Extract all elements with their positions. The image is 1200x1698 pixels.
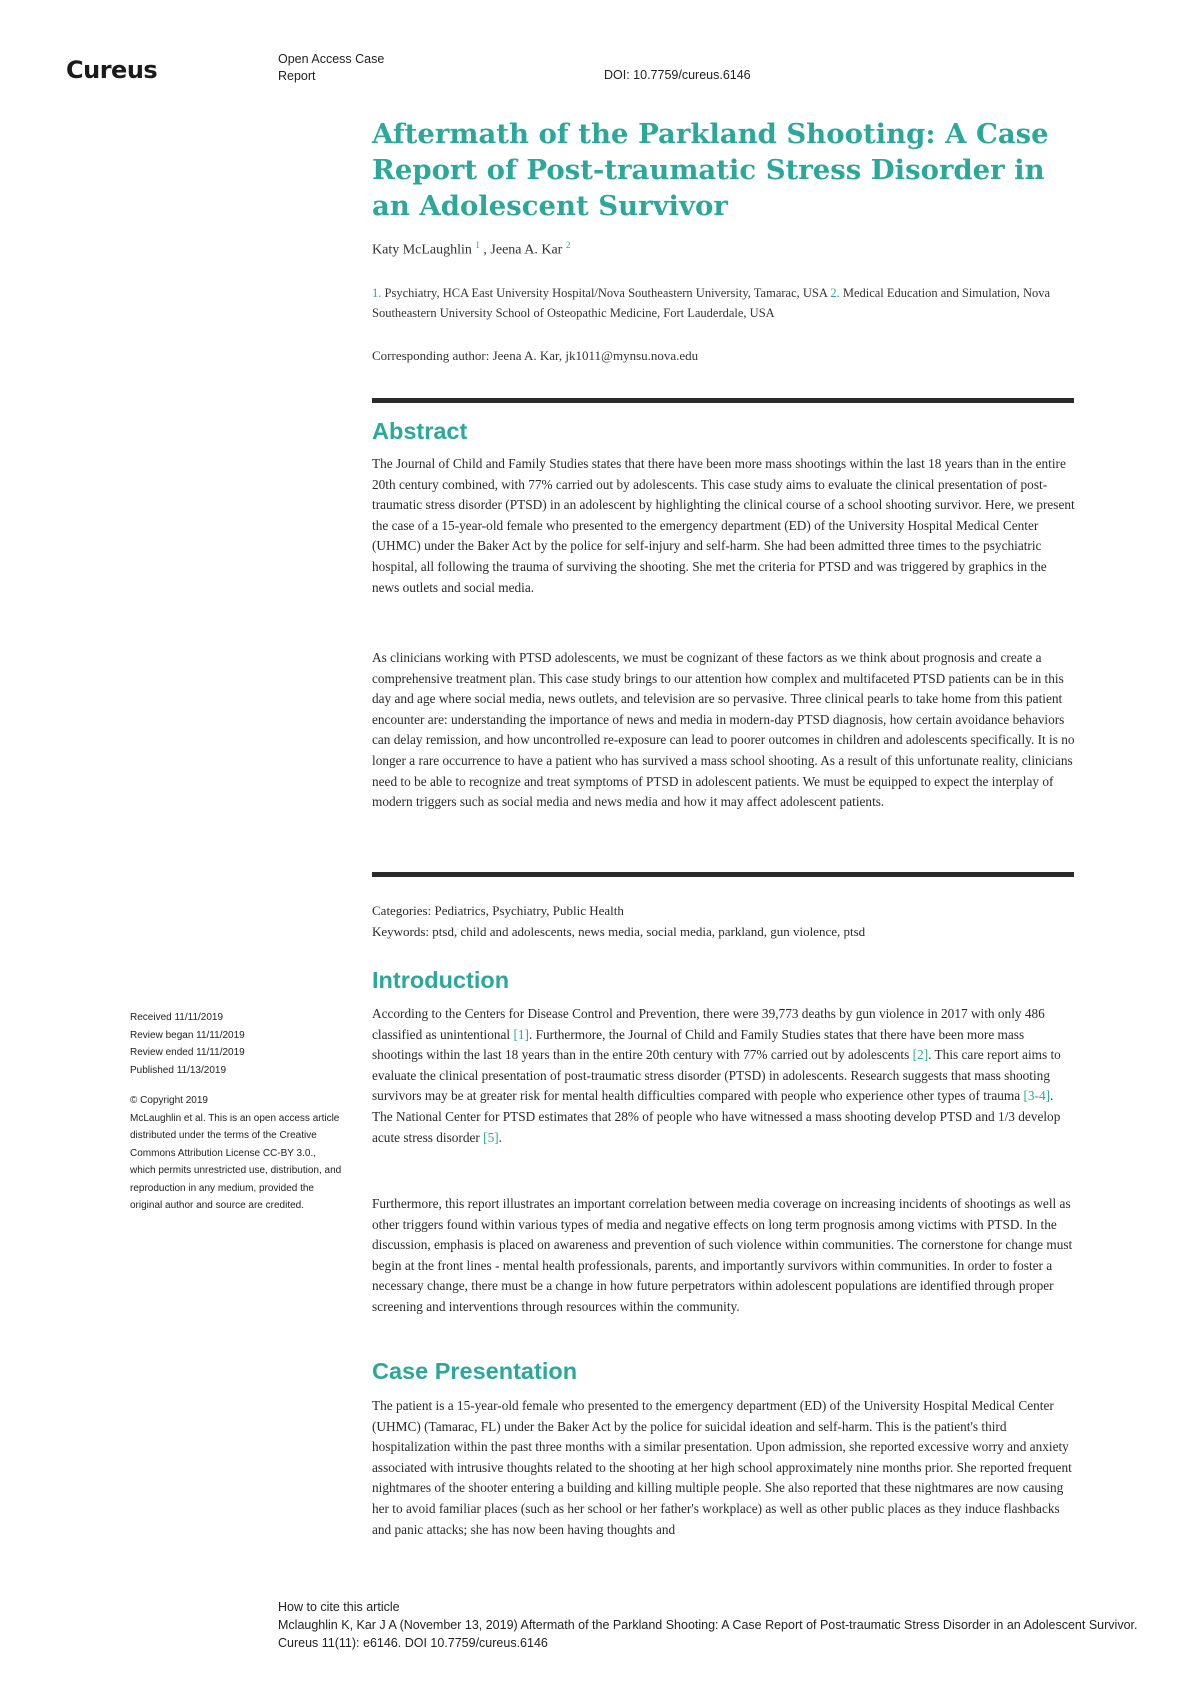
affiliation-number: 2. bbox=[830, 286, 840, 300]
affiliation-text: Psychiatry, HCA East University Hospital/Nova Southeastern University, Tamarac, USA bbox=[384, 286, 828, 300]
affiliations bbox=[372, 283, 1072, 323]
categories-label: Categories: bbox=[372, 903, 432, 918]
author-affiliation-ref[interactable]: 2 bbox=[565, 240, 571, 250]
categories-row bbox=[372, 900, 865, 921]
copyright-line: © Copyright 2019 bbox=[130, 1095, 208, 1106]
categories-value: Pediatrics, Psychiatry, Public Health bbox=[434, 903, 624, 918]
citation-link[interactable]: [5] bbox=[483, 1129, 499, 1145]
review-ended-date: Review ended 11/11/2019 bbox=[130, 1047, 245, 1058]
section-divider bbox=[372, 398, 1074, 403]
article-dates bbox=[130, 1009, 342, 1079]
how-to-cite-heading: How to cite this article bbox=[278, 1600, 400, 1614]
introduction-paragraph bbox=[372, 1004, 1076, 1148]
how-to-cite-text: Mclaughlin K, Kar J A (November 13, 2019) Aftermath of the Parkland Shooting: A Case Report of Post-traumatic Stress Disorder in an Adolescent Survivor. Cureus 11(11): e6146. DOI 10.7759/cureus.6146 bbox=[278, 1618, 1138, 1650]
article-type-label: Open Access Case Report bbox=[278, 52, 385, 83]
published-date: Published 11/13/2019 bbox=[130, 1064, 227, 1076]
paragraph-text: . Furthermore, the Journal of Child and Family Studies states that there have been more mass shootings within the last 18 years than in the entire 20th century with 77% carried out by adolescents bbox=[372, 1026, 1025, 1063]
corresponding-author-value[interactable]: Jeena A. Kar, jk1011@mynsu.nova.edu bbox=[492, 348, 699, 363]
doi-label[interactable]: DOI: 10.7759/cureus.6146 bbox=[604, 68, 751, 82]
license-text: McLaughlin et al. This is an open access article distributed under the terms of the Creative Commons Attribution License CC-BY 3.0., which permits unrestricted use, distribution, and reproduction in any medium, provided the original author and source are credited. bbox=[130, 1112, 342, 1211]
paragraph-text: . bbox=[498, 1129, 502, 1145]
introduction-heading: Introduction bbox=[372, 967, 510, 993]
author-affiliation-ref[interactable]: 1 bbox=[475, 240, 480, 250]
keywords-row bbox=[372, 921, 865, 942]
keywords-label: Keywords: bbox=[372, 924, 430, 939]
abstract-heading: Abstract bbox=[372, 418, 468, 444]
corresponding-author-label: Corresponding author: bbox=[372, 348, 490, 363]
paragraph-text: . This care report aims to evaluate the clinical presentation of post-traumatic stress disorder (PTSD) in adolescents. Research suggests that mass shooting survivors may be at greater risk for mental health difficulties compared with people who experience other types of trauma bbox=[372, 1047, 1061, 1104]
copyright-notice bbox=[130, 1092, 342, 1215]
citation-link[interactable]: [3-4] bbox=[1023, 1088, 1051, 1104]
citation-link[interactable]: [1] bbox=[513, 1026, 529, 1042]
author-separator: , bbox=[483, 242, 491, 258]
abstract-paragraph: The Journal of Child and Family Studies states that there have been more mass shootings within the last 18 years than in the entire 20th century combined, with 77% carried out by adolescents. This case study aims to evaluate the clinical presentation of post-traumatic stress disorder (PTSD) in an adolescent by highlighting the clinical course of a school shooting survivor. Here, we present the case of a 15-year-old female who presented to the emergency department (ED) of the University Hospital Medical Center (UHMC) under the Baker Act by the police for self-injury and self-harm. She had been admitted three times to the psychiatric hospital, all following the trauma of surviving the shooting. She met the criteria for PTSD and was triggered by graphics in the news outlets and social media. bbox=[372, 456, 1075, 595]
case-presentation-paragraph: The patient is a 15-year-old female who presented to the emergency department (ED) of the University Hospital Medical Center (UHMC) (Tamarac, FL) under the Baker Act by the police for suicidal ideation and self-harm. This is the patient's third hospitalization within the past three months with a similar presentation. Upon admission, she reported excessive worry and anxiety associated with intrusive thoughts related to the shooting at her high school approximately nine months prior. She reported frequent nightmares of the shooter entering a building and killing multiple people. She also reported that these nightmares are now causing her to avoid familiar places (such as her school or her father's workplace) as well as other public places as they induce flashbacks and panic attacks; she has now been having thoughts and bbox=[372, 1398, 1072, 1537]
author-name[interactable]: Jeena A. Kar bbox=[490, 242, 563, 258]
author-list bbox=[372, 240, 570, 259]
section-divider bbox=[372, 872, 1074, 877]
paragraph-text: According to the Centers for Disease Control and Prevention, there were 39,773 deaths by gun violence in 2017 with only 486 classified as unintentional bbox=[372, 1006, 1045, 1042]
article-meta bbox=[372, 900, 865, 942]
citation-link[interactable]: [2] bbox=[912, 1047, 929, 1063]
cureus-logo[interactable]: Cureus bbox=[66, 56, 158, 84]
author-name[interactable]: Katy McLaughlin bbox=[372, 242, 472, 258]
introduction-paragraph: Furthermore, this report illustrates an important correlation between media coverage on increasing incidents of shootings as well as other triggers found within various types of media and negative effects on long term prognosis among victims with PTSD. In the discussion, emphasis is placed on awareness and prevention of such violence within communities. The cornerstone for change must begin at the front lines - mental health professionals, parents, and importantly survivors within communities. In order to foster a necessary change, there must be a change in how future perpetrators within adolescent populations are identified through proper screening and interventions through resources within the community. bbox=[372, 1196, 1073, 1314]
article-title: Aftermath of the Parkland Shooting: A Case Report of Post-traumatic Stress Disorder in an Adolescent Survivor bbox=[372, 118, 1049, 222]
review-began-date: Review began 11/11/2019 bbox=[130, 1029, 245, 1041]
corresponding-author bbox=[372, 348, 698, 364]
received-date: Received 11/11/2019 bbox=[130, 1012, 224, 1023]
case-presentation-heading: Case Presentation bbox=[372, 1358, 578, 1384]
paragraph-text: . The National Center for PTSD estimates that 28% of people who have witnessed a mass shooting develop PTSD and 1/3 develop acute stress disorder bbox=[372, 1088, 1061, 1145]
affiliation-number: 1. bbox=[372, 286, 382, 300]
keywords-value: ptsd, child and adolescents, news media, social media, parkland, gun violence, ptsd bbox=[432, 924, 866, 939]
abstract-paragraph: As clinicians working with PTSD adolescents, we must be cognizant of these factors as we think about prognosis and create a comprehensive treatment plan. This case study brings to our attention how complex and multifaceted PTSD patients can be in this day and age where social media, news outlets, and television are so pervasive. Three clinical pearls to take home from this patient encounter are: understanding the importance of news and media in modern-day PTSD diagnosis, how certain avoidance behaviors can delay remission, and how uncontrolled re-exposure can lead to poorer outcomes in children and adolescents specifically. It is no longer a rare occurrence to have a patient who has survived a mass school shooting. As a result of this unfortunate reality, clinicians need to be able to recognize and treat symptoms of PTSD in adolescent patients. We must be equipped to expect the interplay of modern triggers such as social media and news media and how it may affect adolescent patients. bbox=[372, 650, 1075, 810]
how-to-cite bbox=[278, 1598, 1158, 1652]
affiliation-text: Medical Education and Simulation, Nova Southeastern University School of Osteopathic Medicine, Fort Lauderdale, USA bbox=[372, 286, 1051, 320]
